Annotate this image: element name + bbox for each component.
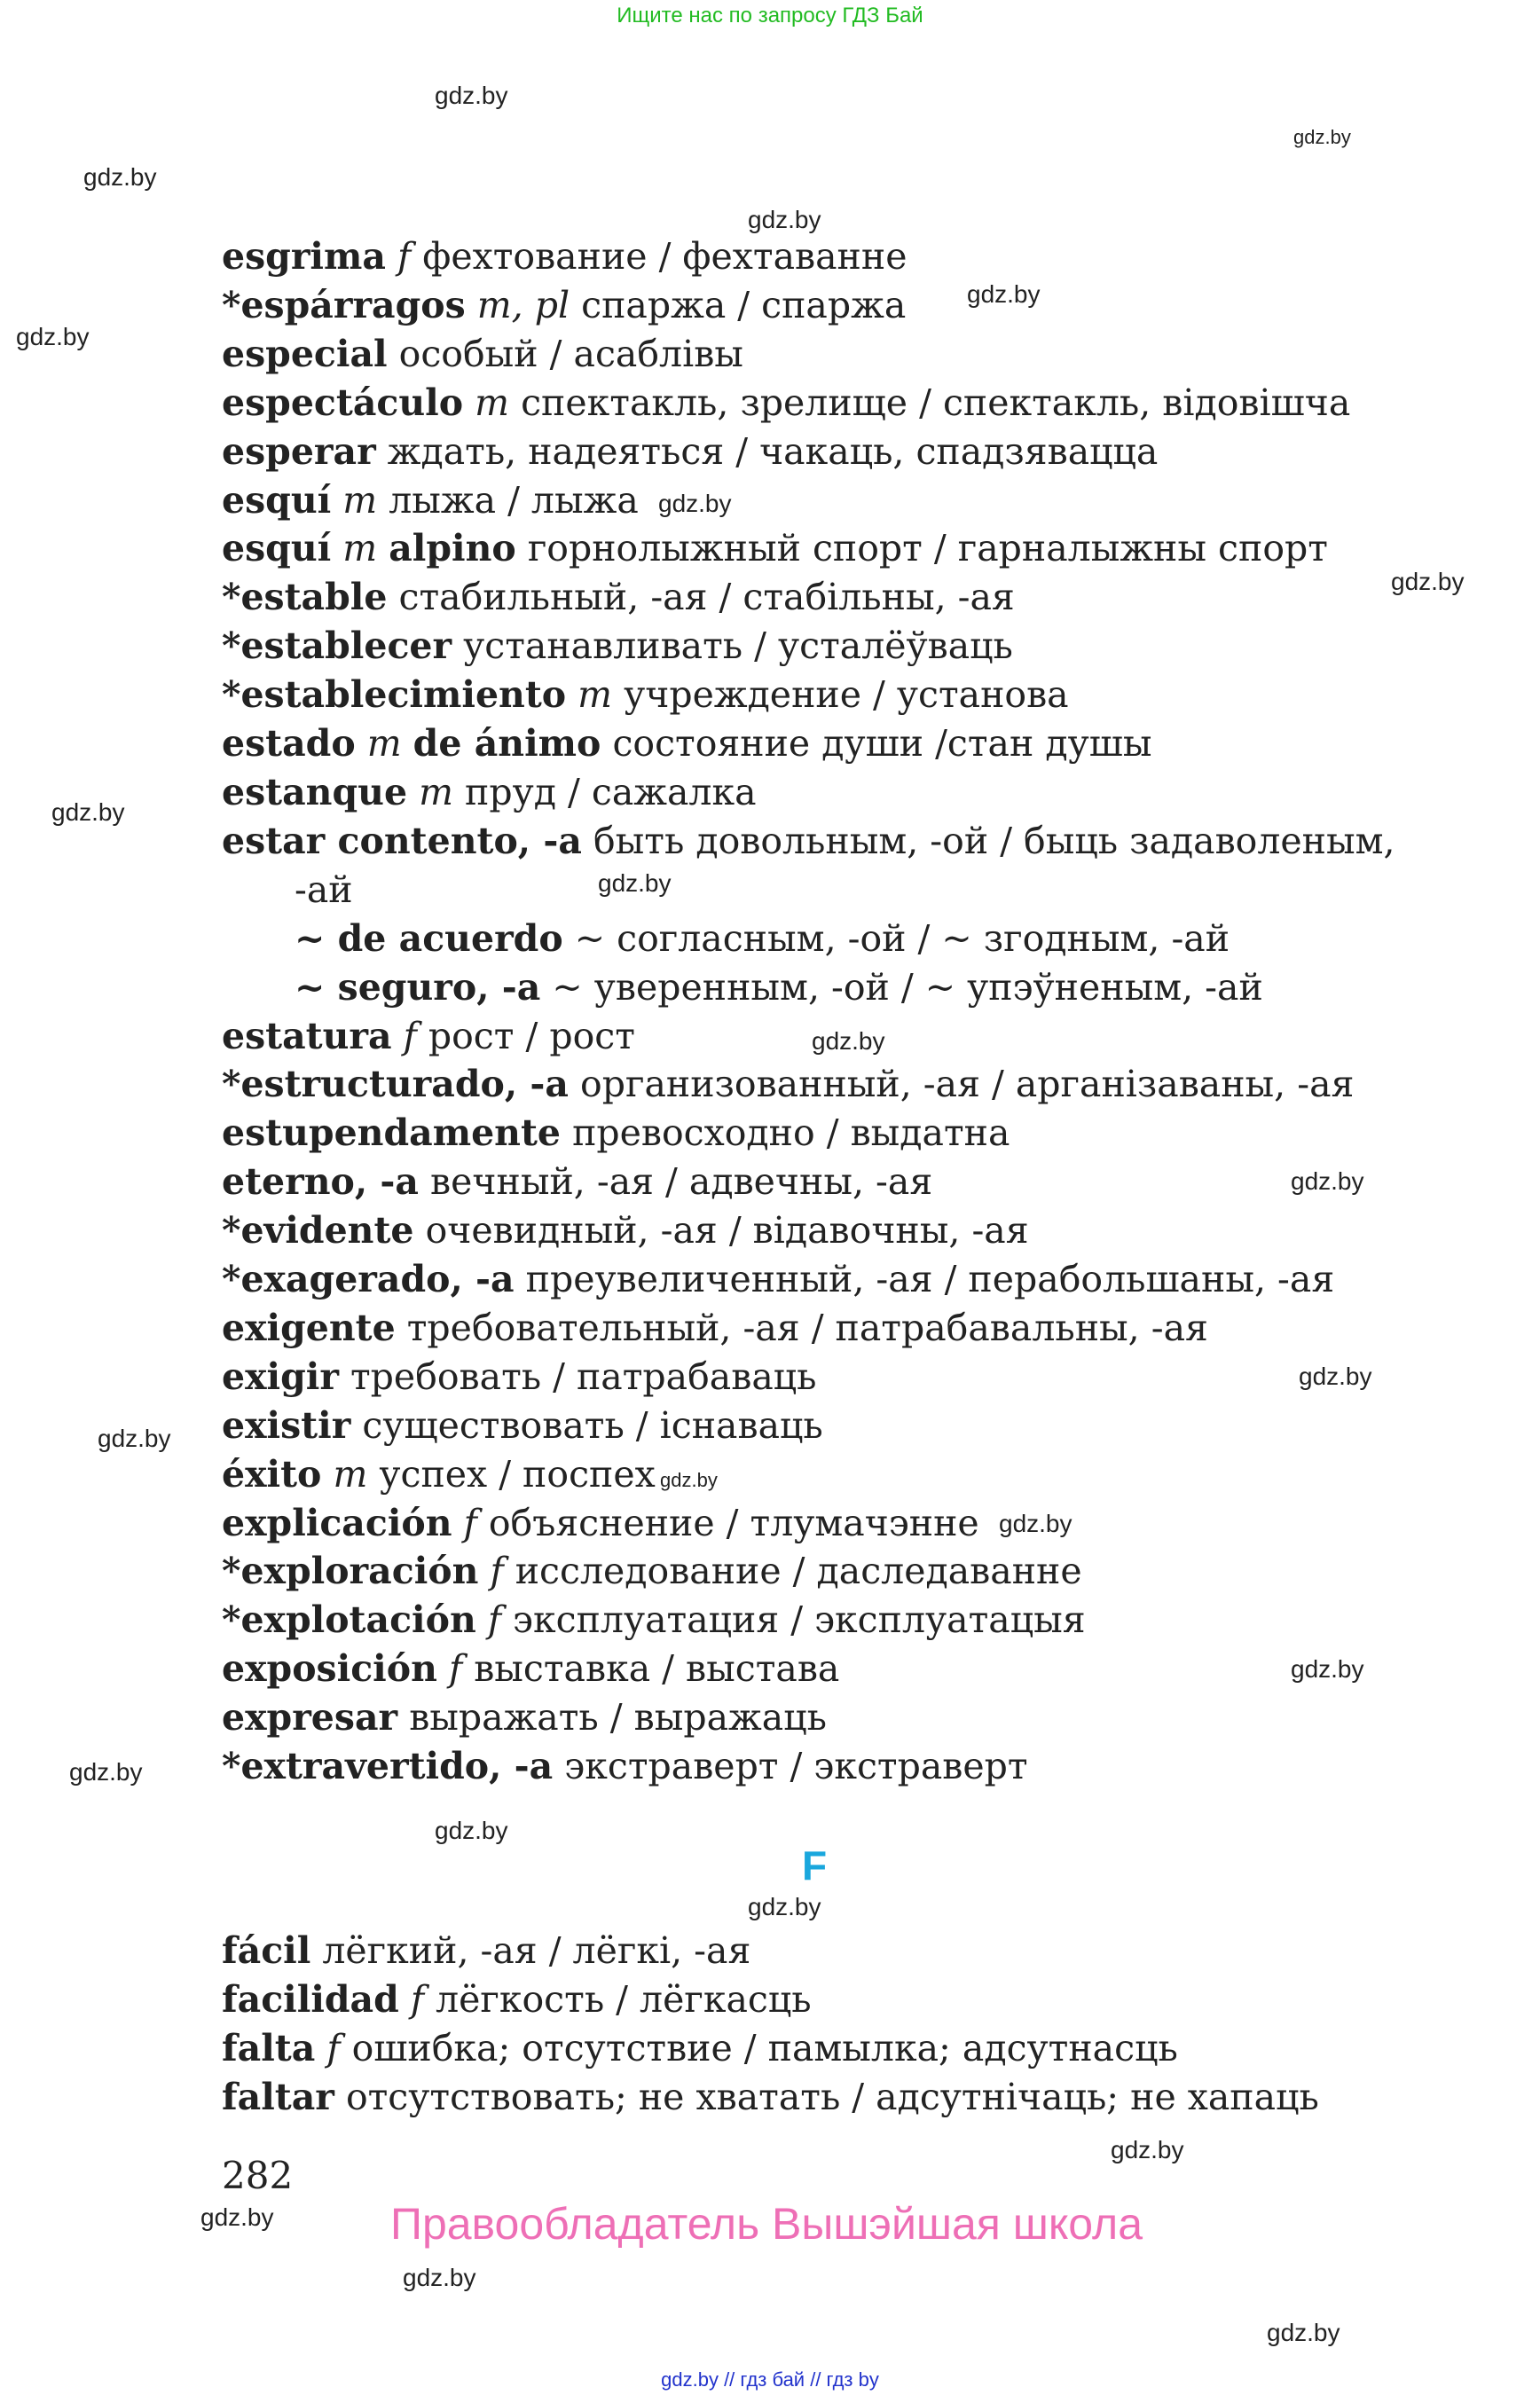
headword: *evidente [222,1209,414,1253]
translation: рост / рост [428,1014,635,1057]
translation: эксплуатация / эксплуатацыя [513,1598,1086,1642]
watermark: gdz.by [1291,1655,1364,1683]
grammar-label: m [419,770,453,813]
headword: alpino [389,527,516,570]
watermark: gdz.by [435,1817,508,1844]
headword: ~ de acuerdo [295,916,563,960]
headword: *exagerado, -a [222,1258,515,1301]
grammar-label: m [475,381,510,424]
grammar-label: f [463,1501,477,1544]
watermark: gdz.by [1293,126,1351,148]
translation: исследование / даследаванне [515,1550,1082,1593]
dictionary-entries-e [222,232,1499,1791]
dictionary-entry [222,2024,1499,2073]
watermark: gdz.by [999,1510,1072,1537]
translation: фехтование / фехтаванне [422,235,908,278]
headword: *establecimiento [222,673,567,717]
translation: устанавливать / усталёўваць [463,624,1013,668]
copyright-notice: Правообладатель Вышэйшая школа [390,2199,1143,2249]
watermark: gdz.by [83,163,157,191]
watermark: gdz.by [51,798,125,826]
grammar-label: f [403,1014,417,1057]
dictionary-entry [222,915,1499,963]
headword: ~ seguro, -a [295,965,541,1009]
footer-links: gdz.by // гдз бай // гдз by [661,2368,879,2391]
translation: преувеличенный, -ая / перабольшаны, -ая [525,1258,1335,1301]
watermark: gdz.by [435,82,508,109]
headword: exigir [222,1355,339,1398]
headword: faltar [222,2075,334,2118]
watermark: gdz.by [200,2203,274,2231]
translation: спектакль, зрелище / спектакль, відовішча [521,381,1351,424]
watermark: gdz.by [598,869,672,897]
headword: espectáculo [222,381,464,424]
dictionary-entry [222,1353,1499,1402]
translation: организованный, -ая / арганізаваны, -ая [580,1063,1355,1106]
dictionary-entry [222,2073,1499,2122]
translation: особый / асаблівы [398,332,743,375]
dictionary-entry [222,1304,1499,1353]
translation: выставка / выстава [474,1647,840,1691]
headword: estupendamente [222,1111,562,1155]
dictionary-entry [222,1547,1499,1596]
headword: expresar [222,1696,398,1739]
dictionary-entry [222,1927,1499,1975]
headword: *estable [222,576,388,619]
dictionary-entry [222,232,1499,281]
watermark: gdz.by [16,323,90,350]
translation: лёгкий, -ая / лёгкі, -ая [322,1929,751,1972]
dictionary-entry [222,330,1499,379]
headword: *exploración [222,1550,479,1593]
headword: estado [222,722,356,766]
grammar-label: m [342,527,378,570]
translation: требовательный, -ая / патрабавальны, -ая [406,1306,1208,1349]
grammar-label: m [366,722,402,766]
grammar-label: f [410,1977,425,2021]
grammar-label: f [490,1550,504,1593]
watermark: gdz.by [1111,2136,1184,2163]
headword: esgrima [222,235,386,278]
dictionary-entry [222,671,1499,719]
dictionary-entry [222,622,1499,671]
translation: состояние души /стан душы [612,722,1152,766]
page-number: 282 [222,2154,294,2197]
headword: *estructurado, -a [222,1063,569,1106]
translation: объяснение / тлумачэнне [488,1501,979,1544]
headword: esquí [222,527,332,570]
dictionary-entry [222,817,1499,866]
translation: выражать / выражаць [409,1696,827,1739]
headword: explicación [222,1501,452,1544]
headword: esquí [222,478,332,522]
dictionary-entry [222,1450,1499,1499]
dictionary-entry [222,768,1499,817]
headword: falta [222,2026,316,2069]
watermark: gdz.by [660,1469,718,1491]
grammar-label: f [397,235,412,278]
translation: очевидный, -ая / відавочны, -ая [425,1209,1029,1253]
headword: *espárragos [222,283,466,326]
dictionary-entry [222,1012,1499,1061]
translation: -ай [295,868,353,911]
translation: требовать / патрабаваць [350,1355,817,1398]
headword: fácil [222,1929,311,1972]
translation: горнолыжный спорт / гарналыжны спорт [527,527,1328,570]
watermark: gdz.by [658,490,732,517]
section-letter: F [801,1842,828,1889]
headword: especial [222,332,388,375]
headword: *extravertido, -a [222,1745,554,1788]
dictionary-entry [222,1206,1499,1255]
dictionary-entry [222,866,1499,915]
grammar-label: f [487,1598,501,1642]
translation: ждать, надеяться / чакаць, спадзявацца [387,429,1159,473]
dictionary-entry [222,1255,1499,1304]
dictionary-entry [222,963,1499,1012]
watermark: gdz.by [69,1758,143,1786]
dictionary-entry [222,428,1499,476]
grammar-label: m [333,1452,368,1496]
headword: estanque [222,770,408,813]
translation: экстраверт / экстраверт [564,1745,1028,1788]
grammar-label: m, pl [476,283,570,326]
dictionary-entry [222,476,1499,525]
dictionary-entry [222,573,1499,622]
dictionary-entries-f [222,1927,1499,2122]
translation: ~ уверенным, -ой / ~ упэўненым, -ай [552,965,1263,1009]
watermark: gdz.by [1299,1362,1372,1390]
grammar-label: m [578,673,613,717]
watermark: gdz.by [812,1027,885,1055]
translation: успех / поспех [379,1452,656,1496]
headword: estatura [222,1014,392,1057]
watermark: gdz.by [1391,568,1465,595]
dictionary-entry [222,524,1499,573]
dictionary-entry [222,1693,1499,1742]
watermark: gdz.by [1267,2319,1340,2346]
translation: ~ согласным, -ой / ~ згодным, -ай [574,916,1230,960]
translation: вечный, -ая / адвечны, -ая [430,1160,933,1204]
dictionary-entry [222,379,1499,428]
translation: ошибка; отсутствие / памылка; адсутнасць [351,2026,1178,2069]
translation: стабильный, -ая / стабільны, -ая [398,576,1015,619]
grammar-label: f [326,2026,341,2069]
headword: esperar [222,429,376,473]
headword: eterno, -a [222,1160,419,1204]
headword: de ánimo [412,722,601,766]
dictionary-entry [222,719,1499,768]
translation: превосходно / выдатна [572,1111,1010,1155]
translation: отсутствовать; не хватать / адсутнічаць; не хапаць [345,2075,1319,2118]
dictionary-entry [222,1975,1499,2024]
headword: *establecer [222,624,452,668]
translation: учреждение / установа [624,673,1069,717]
dictionary-entry [222,281,1499,330]
translation: быть довольным, -ой / быць задаволеным, [593,819,1395,862]
headword: *explotación [222,1598,476,1642]
watermark: gdz.by [748,206,821,233]
watermark: gdz.by [403,2264,476,2291]
headword: existir [222,1403,351,1447]
watermark: gdz.by [967,280,1041,308]
translation: спаржа / спаржа [581,283,907,326]
dictionary-entry [222,1499,1499,1548]
translation: лыжа / лыжа [389,478,639,522]
dictionary-entry [222,1402,1499,1450]
watermark: gdz.by [748,1893,821,1920]
headword: exposición [222,1647,437,1691]
grammar-label: f [448,1647,463,1691]
translation: лёгкость / лёгкасць [436,1977,812,2021]
dictionary-entry [222,1742,1499,1791]
watermark: gdz.by [1291,1167,1364,1195]
translation: существовать / існаваць [362,1403,823,1447]
headword: facilidad [222,1977,399,2021]
headword: estar contento, -a [222,819,582,862]
watermark: gdz.by [98,1425,171,1452]
headword: exigente [222,1306,396,1349]
dictionary-entry [222,1645,1499,1693]
dictionary-entry [222,1158,1499,1206]
grammar-label: m [342,478,378,522]
top-banner: Ищите нас по запросу ГДЗ Бай [617,4,923,27]
headword: éxito [222,1452,322,1496]
translation: пруд / сажалка [465,770,757,813]
dictionary-entry [222,1060,1499,1109]
dictionary-entry [222,1596,1499,1645]
dictionary-entry [222,1109,1499,1158]
